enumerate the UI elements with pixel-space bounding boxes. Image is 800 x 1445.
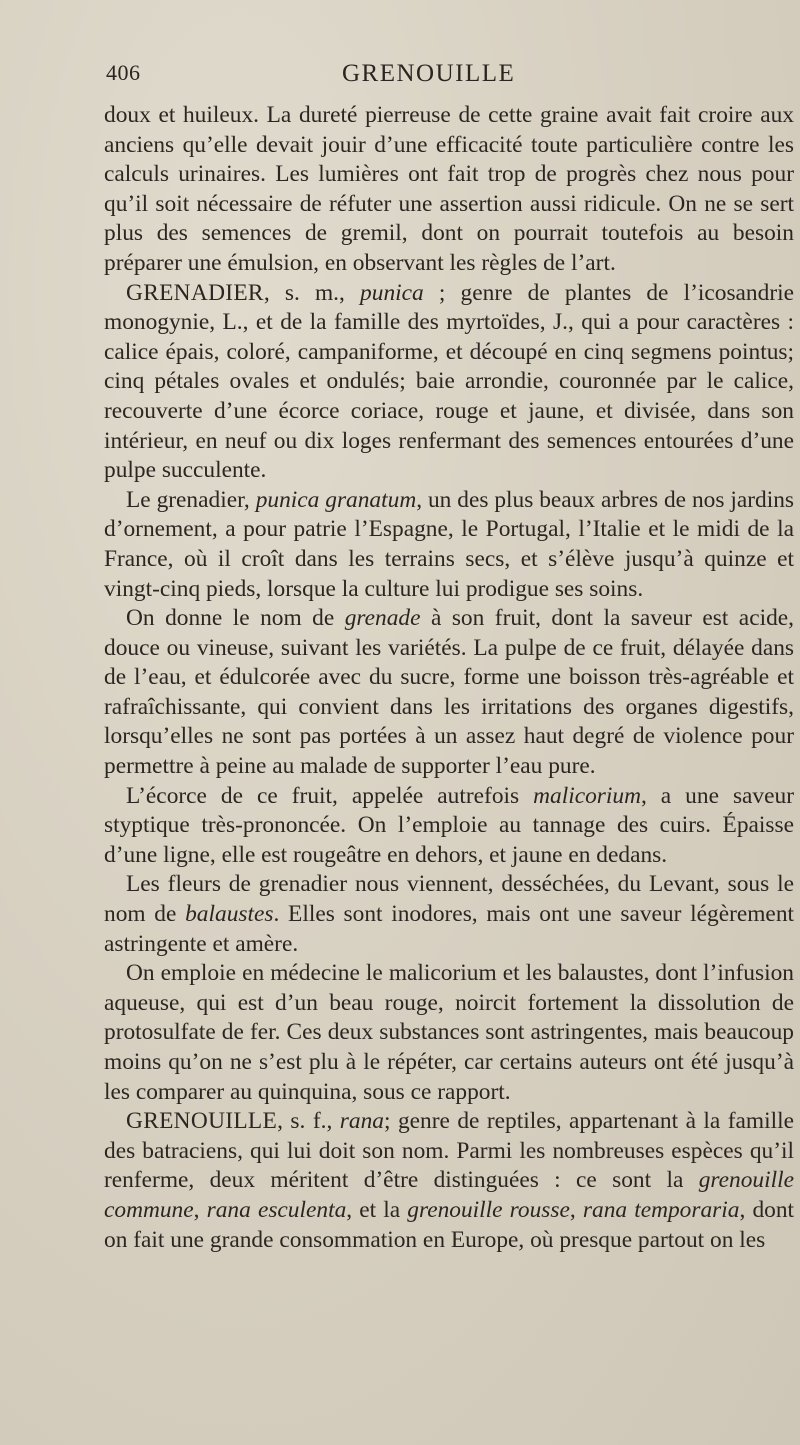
paragraph-text: , s. f.,: [277, 1108, 340, 1135]
paragraph-text: Les fleurs de grenadier nous viennent, desséchées, du Levant, sous le nom de: [104, 871, 794, 928]
italic-text: malicorium: [533, 782, 641, 809]
paragraph-text: ,: [193, 1196, 207, 1223]
paragraph-text: doux et huileux. La dureté pierreuse de cette graine avait fait croire aux anciens qu’elle devait jouir d’une efficacité toute particulière contre les calculs urinaires. Les lumières ont fait trop de progrès chez nous pour qu’il soit nécessaire de réfuter une assertion aussi ridicule. On ne se sert plus des semences de gremil, dont on pourrait toutefois au besoin préparer une émulsion, en observant les règles de l’art.: [104, 102, 794, 276]
paragraph: [104, 870, 794, 959]
page-number: 406: [106, 60, 141, 85]
paragraph-text: , a une saveur styptique très-prononcée. On l’emploie au tannage des cuirs. Épaisse d’une ligne, elle est rougeâtre en dehors, et jaune en dedans.: [104, 782, 794, 868]
paragraph: [104, 486, 794, 604]
paragraph-text: , un des plus beaux arbres de nos jardins d’ornement, a pour patrie l’Espagne, le Portugal, l’Italie et le midi de la France, où il croît dans les terrains secs, et s’élève jusqu’à quinze et vingt-cinq pieds, lorsque la culture lui prodigue ses soins.: [104, 486, 794, 602]
paragraph: [104, 279, 794, 486]
paragraph-text: , et la: [346, 1196, 408, 1223]
italic-text: grenade: [344, 605, 421, 632]
italic-text: grenouille rousse: [407, 1196, 570, 1223]
paragraph: [104, 604, 794, 782]
paragraph-text: , dont on fait une grande consommation en Europe, où presque partout on les: [104, 1196, 795, 1253]
italic-text: rana: [339, 1108, 384, 1135]
body-text: [104, 101, 794, 1255]
paragraph: [104, 959, 794, 1107]
italic-text: balaustes: [185, 901, 274, 928]
paragraph-text: ,: [569, 1196, 583, 1223]
paragraph-text: ; genre de reptiles, appartenant à la famille des batraciens, qui lui doit son nom. Parmi les nombreuses espèces qu’il renferme, deux méritent d’être distinguées : ce sont la: [104, 1108, 794, 1194]
italic-text: rana esculenta: [206, 1196, 347, 1223]
italic-text: grenouille commune: [104, 1167, 794, 1223]
paragraph-text: . Elles sont inodores, mais ont une saveur légèrement astringente et amère.: [104, 901, 795, 957]
entry-term: GRENADIER: [126, 279, 264, 306]
paragraph-text: On donne le nom de: [126, 605, 345, 632]
italic-text: punica granatum: [255, 486, 417, 513]
paragraph: [104, 1107, 794, 1255]
running-title: GRENOUILLE: [342, 60, 516, 87]
paragraph: [104, 101, 794, 279]
paragraph-text: , s. m.,: [263, 279, 361, 306]
paragraph-text: à son fruit, dont la saveur est acide, douce ou vineuse, suivant les variétés. La pulpe de ce fruit, délayée dans de l’eau, et édulcorée avec du sucre, forme une boisson très-agréable et rafraîchissante, qui convient dans les irritations des organes digestifs, lorsqu’elles ne sont pas portées à un assez haut degré de violence pour permettre à peine au malade de supporter l’eau pure.: [104, 605, 794, 780]
paragraph: [104, 782, 794, 871]
italic-text: rana temporaria: [582, 1196, 740, 1223]
page-header: [106, 60, 786, 94]
paragraph-text: Le grenadier,: [126, 486, 256, 513]
paragraph-text: L’écorce de ce fruit, appelée autrefois: [126, 782, 534, 809]
paragraph-text: On emploie en médecine le malicorium et les balaustes, dont l’infusion aqueuse, qui est d’un beau rouge, noircit fortement la dissolution de protosulfate de fer. Ces deux substances sont astringentes, mais beaucoup moins qu’on ne s’est plu à le répéter, car certains auteurs ont été jusqu’à les comparer au quinquina, sous ce rapport.: [104, 960, 794, 1105]
entry-term: GRENOUILLE: [126, 1108, 278, 1135]
paragraph-text: ; genre de plantes de l’icosandrie monogynie, L., et de la famille des myrtoïdes, J., qui a pour caractères : calice épais, coloré, campaniforme, et découpé en cinq segmens pointus; cinq pétales ovales et ondulés; baie arrondie, couronnée par le calice, recouverte d’une écorce coriace, rouge et jaune, et divisée, dans son intérieur, en neuf ou dix loges renfermant des semences entourées d’une pulpe succulente.: [104, 279, 794, 484]
italic-text: punica: [360, 279, 424, 306]
